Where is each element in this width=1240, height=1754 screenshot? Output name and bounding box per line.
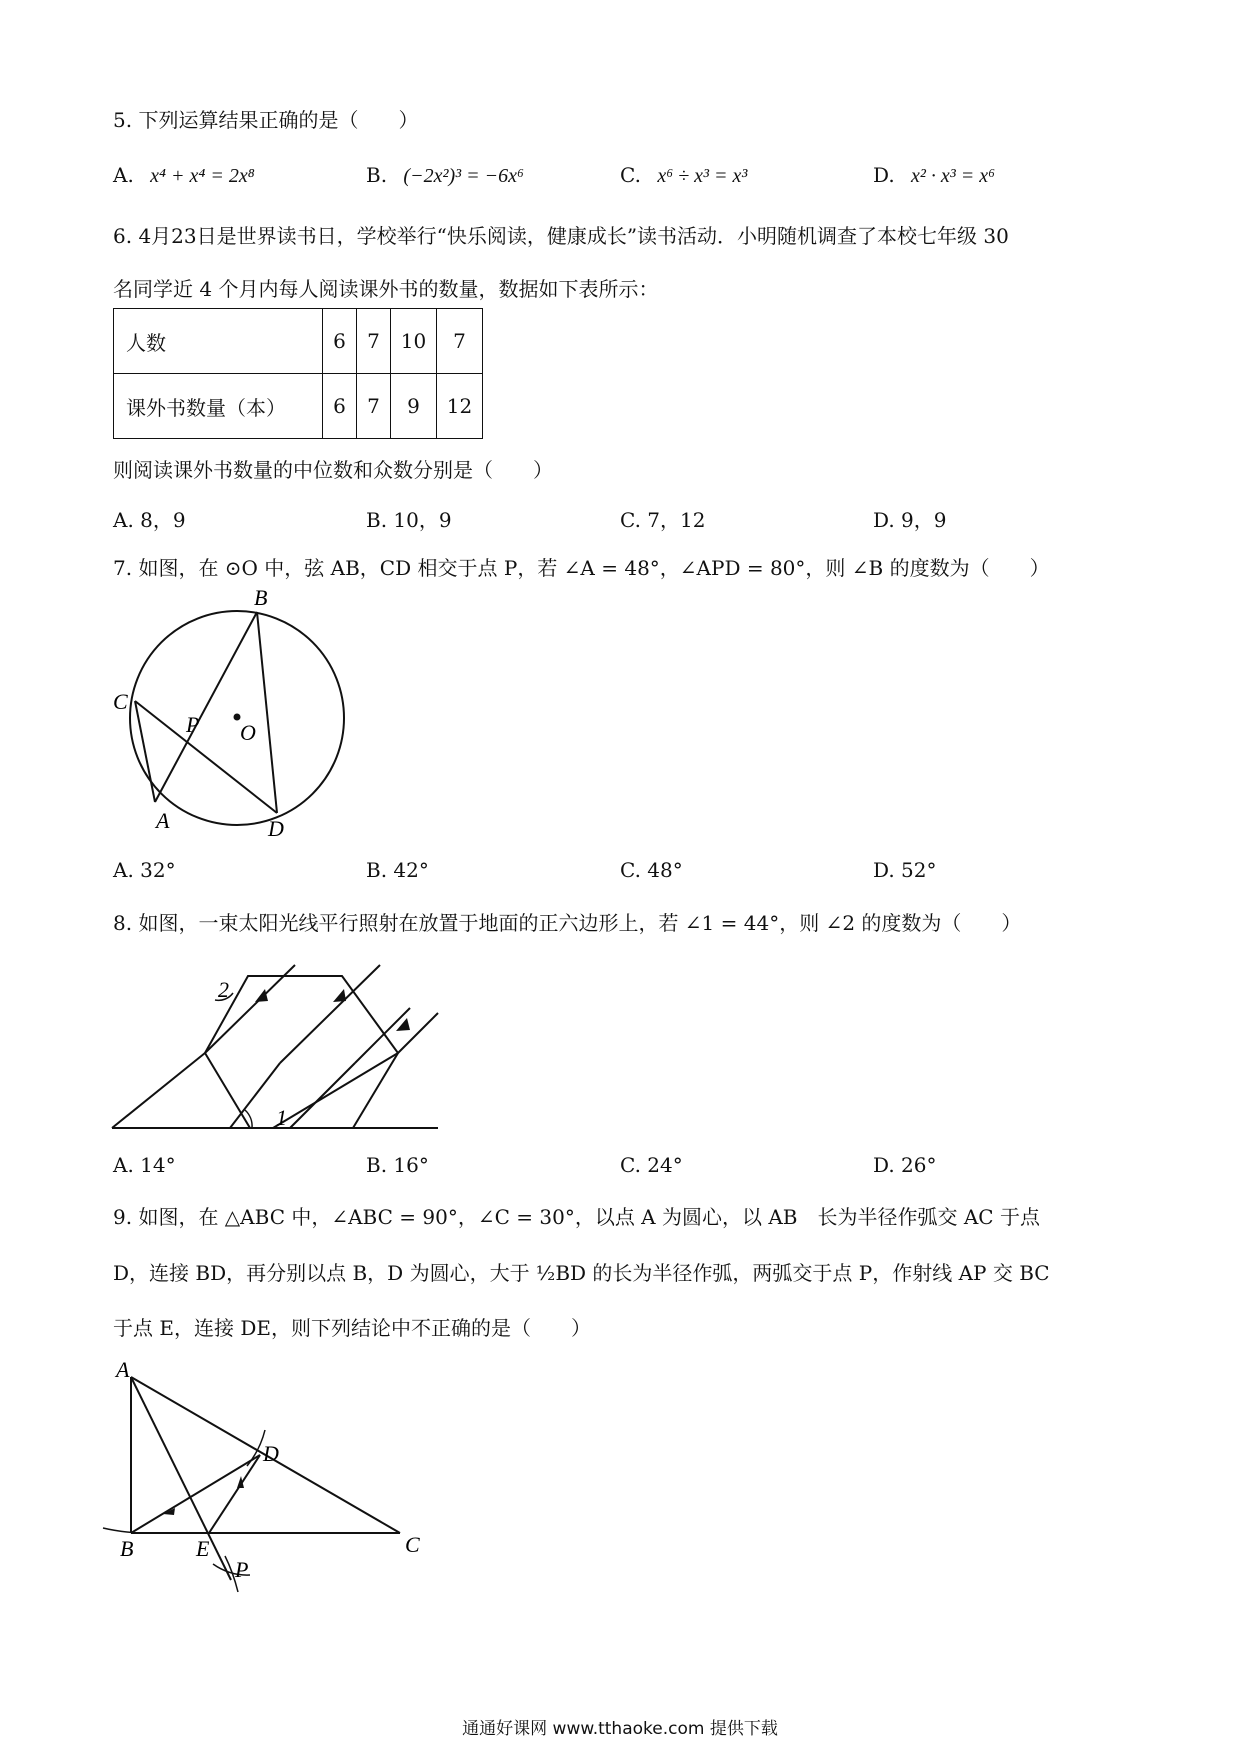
table-row-head: 人数 (114, 309, 323, 374)
q5-option-c-expr: x⁶ ÷ x³ = x³ (657, 165, 748, 187)
table-cell: 12 (437, 374, 483, 439)
segment-de (209, 1455, 260, 1533)
q9-line3: 于点 E，连接 DE，则下列结论中不正确的是（ ） (113, 1316, 591, 1340)
table-cell: 7 (357, 309, 391, 374)
q5-option-d-expr: x² · x³ = x⁶ (911, 165, 996, 187)
q6-option-b: B. 10，9 (366, 508, 452, 532)
q7-stem: 7. 如图，在 ⊙O 中，弦 AB，CD 相交于点 P，若 ∠A = 48°，∠APD = 80°，则 ∠B 的度数为（ ） (113, 556, 1050, 580)
segment-ba (155, 612, 257, 802)
q6-option-d: D. 9，9 (873, 508, 947, 532)
q5-option-b (366, 163, 524, 188)
q6-option-a: A. 8，9 (113, 508, 186, 532)
segment-cd (135, 701, 277, 813)
label-a: A (116, 1360, 130, 1382)
ray-middle-upper (355, 1008, 410, 1063)
q7-option-b: B. 42° (366, 858, 429, 882)
q5-option-d-label: D. (873, 163, 895, 187)
table-cell: 6 (323, 374, 357, 439)
hexagon (205, 976, 398, 1128)
q6-line1: 6. 4月23日是世界读书日，学校举行“快乐阅读，健康成长”读书活动．小明随机调查了本校七年级 30 (113, 224, 1009, 248)
ray-right-upper (398, 1013, 438, 1053)
ray-upper (280, 965, 380, 1063)
q5-option-d (873, 163, 995, 188)
segment-ca (135, 701, 155, 802)
angle-2-label: 2 (218, 977, 229, 1002)
label-e: E (196, 1536, 210, 1561)
label-b: B (120, 1536, 134, 1561)
segment-bd (131, 1455, 260, 1533)
table-cell: 9 (391, 374, 437, 439)
q5-option-c (620, 163, 747, 188)
q6-data-table (113, 308, 483, 439)
table-cell: 7 (357, 374, 391, 439)
q7-option-c: C. 48° (620, 858, 683, 882)
q5-option-a-label: A. (113, 163, 134, 187)
table-cell: 6 (323, 309, 357, 374)
q7-option-a: A. 32° (113, 858, 176, 882)
q8-option-b: B. 16° (366, 1153, 429, 1177)
segment-bd (257, 612, 277, 813)
ray-middle-lower (290, 1063, 355, 1128)
label-d: D (263, 1441, 279, 1466)
table-row-head: 课外书数量（本） (114, 374, 323, 439)
label-c: C (405, 1532, 420, 1557)
arrow-middle-icon (333, 989, 346, 1002)
table-cell: 7 (437, 309, 483, 374)
ray-right-lower (273, 1053, 398, 1128)
label-c: C (113, 689, 128, 714)
q5-option-a (113, 163, 255, 188)
q8-option-c: C. 24° (620, 1153, 683, 1177)
ray-left-lower (112, 1053, 205, 1128)
q6-line2: 名同学近 4 个月内每人阅读课外书的数量，数据如下表所示： (113, 277, 659, 301)
page-footer: 通通好课网 www.tthaoke.com 提供下载 (462, 1719, 778, 1739)
label-d: D (268, 816, 284, 841)
label-p: P (186, 712, 200, 737)
q5-option-c-label: C. (620, 163, 641, 187)
table-cell: 10 (391, 309, 437, 374)
q5-option-a-expr: x⁴ + x⁴ = 2x⁸ (150, 165, 255, 187)
q6-question: 则阅读课外书数量的中位数和众数分别是（ ） (113, 458, 553, 482)
ray-lower (230, 1063, 280, 1128)
label-a: A (156, 808, 170, 833)
q7-circle-figure (100, 590, 360, 850)
table-row (114, 374, 483, 439)
label-b: B (254, 590, 268, 610)
q8-stem: 8. 如图，一束太阳光线平行照射在放置于地面的正六边形上，若 ∠1 = 44°，则 ∠2 的度数为（ ） (113, 911, 1022, 935)
q6-option-c: C. 7，12 (620, 508, 706, 532)
label-o: O (240, 720, 256, 745)
q9-line2: D，连接 BD，再分别以点 B，D 为圆心，大于 ½BD 的长为半径作弧，两弧交于点 P，作射线 AP 交 BC (113, 1261, 1050, 1285)
q5-option-b-expr: (−2x²)³ = −6x⁶ (403, 165, 524, 187)
label-p: P (235, 1557, 249, 1582)
arrow-left-icon (255, 989, 268, 1002)
table-row (114, 309, 483, 374)
q7-option-d: D. 52° (873, 858, 937, 882)
q5-option-b-label: B. (366, 163, 388, 187)
q5-stem: 5. 下列运算结果正确的是（ ） (113, 108, 419, 132)
q8-option-d: D. 26° (873, 1153, 937, 1177)
q9-triangle-figure (100, 1360, 440, 1610)
q9-line1: 9. 如图，在 △ABC 中，∠ABC = 90°，∠C = 30°，以点 A 为圆心，以 AB 长为半径作弧交 AC 于点 (113, 1205, 1040, 1229)
q8-option-a: A. 14° (113, 1153, 176, 1177)
q8-hexagon-figure (100, 945, 445, 1140)
angle-1-label: 1 (276, 1105, 287, 1130)
ray-ap (131, 1377, 231, 1580)
